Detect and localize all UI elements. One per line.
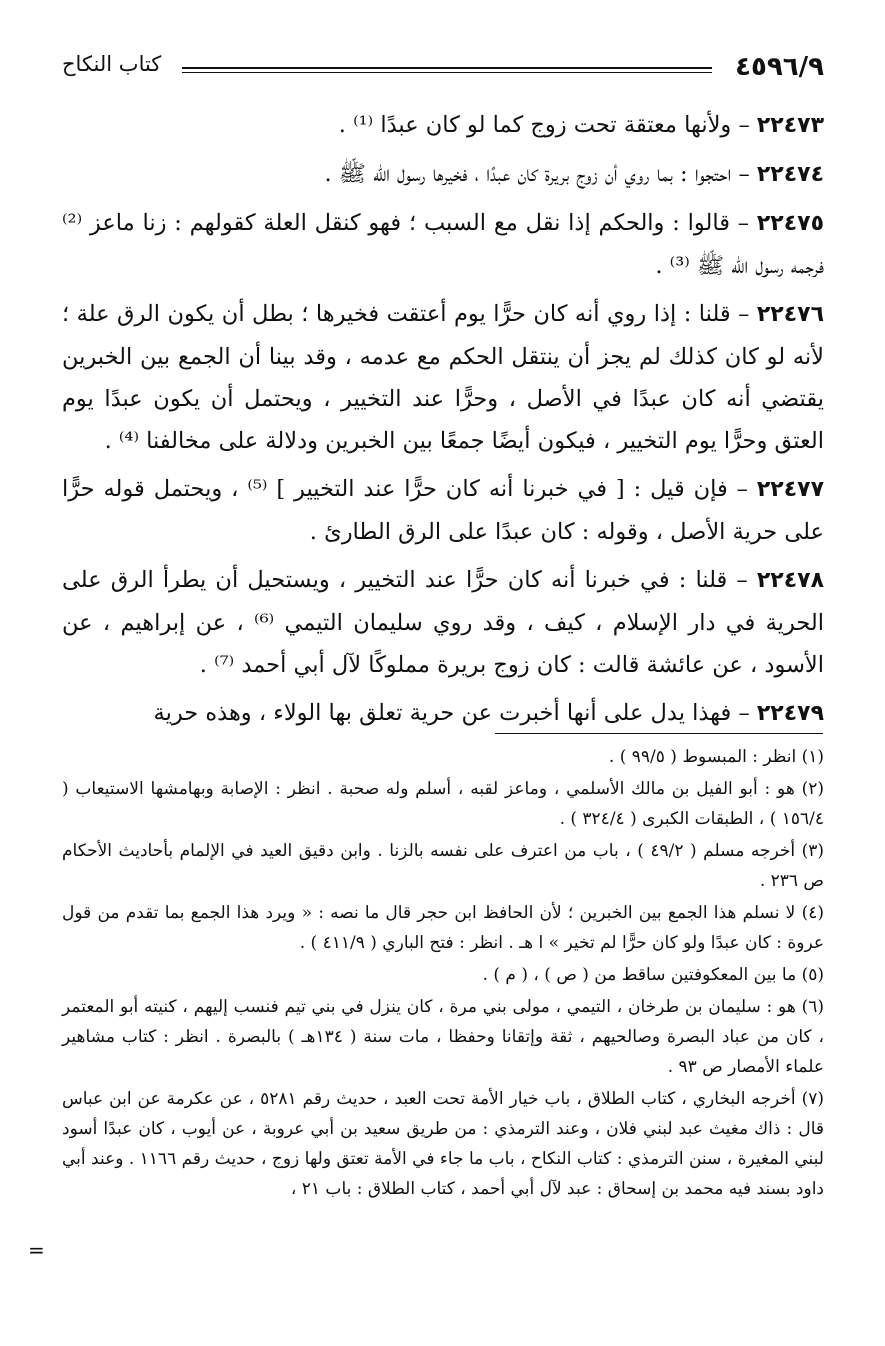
paragraph-text: – فهذا يدل على أنها أخبرت عن حرية تعلق بها الولاء ، وهذه حرية xyxy=(153,700,750,726)
footnote-divider xyxy=(495,733,823,734)
paragraph-number: ٢٢٤٧٦ xyxy=(756,302,825,327)
paragraph-22473 xyxy=(62,104,824,147)
footnote: (٧) أخرجه البخاري ، كتاب الطلاق ، باب خيار الأمة تحت العبد ، حديث رقم ٥٢٨١ ، عن عكرمة عن ابن عباس قال : ذاك مغيث عبد لبني فلان ، وعند الترمذي : من طريق سعيد بن أبي عروبة ، عن أيوب ، كان عبدًا أسود لبني المغيرة ، سنن الترمذي : كتاب النكاح ، باب ما جاء في الأمة تعتق ولها زوج ، حديث رقم ١١٦٦ . وعند أبي داود بسند فيه محمد بن إسحاق : عبد لآل أبي أحمد ، كتاب الطلاق : باب ٢١ ، xyxy=(62,1089,825,1199)
main-text xyxy=(62,104,824,741)
footnote: (٤) لا نسلم هذا الجمع بين الخبرين ؛ لأن الحافظ ابن حجر قال ما نصه : « ويرد هذا الجمع بما تقدم من قول عروة : كان عبدًا ولو كان حرًّا لم تخير » ا هـ . انظر : فتح الباري ( ٤١١/٩ ) . xyxy=(62,903,824,953)
header-rule xyxy=(182,67,712,69)
footnote: (٦) هو : سليمان بن طرخان ، التيمي ، مولى بني مرة ، كان ينزل في بني تيم فنسب إليهم ، كنيته أبو المعتمر ، كان من عباد البصرة وصالحيهم ، ثقة وإتقانا وحفظا ، مات سنة ( ١٣٤هـ ) بالبصرة . انظر : كتاب مشاهير علماء الأمصار ص ٩٣ . xyxy=(62,997,824,1077)
paragraph-22474 xyxy=(62,153,824,196)
paragraph-22476 xyxy=(62,293,824,462)
page-number: ٤٥٩٦/٩ xyxy=(735,52,824,82)
paragraph-number: ٢٢٤٧٨ xyxy=(756,568,824,593)
paragraph-text: – قلنا : في خبرنا أنه كان حرًّا عند التخيير ، ويستحيل أن يطرأ الرق على الحرية في دار الإسلام ، كيف ، وقد روي سليمان التيمي ⁽⁶⁾ ، عن إبراهيم ، عن الأسود ، عن عائشة قالت : كان زوج بريرة مملوكًا لآل أبي أحمد ⁽⁷⁾ . xyxy=(62,567,824,678)
footnote: (٢) هو : أبو الفيل بن مالك الأسلمي ، وماعز لقبه ، أسلم وله صحبة . انظر : الإصابة وبهامشها الاستيعاب ( ١٥٦/٤ ) ، الطبقات الكبرى ( ٣٢٤/٤ ) . xyxy=(62,779,824,829)
footnote: (١) انظر : المبسوط ( ٩٩/٥ ) . xyxy=(608,747,824,767)
paragraph-text: – فإن قيل : [ في خبرنا أنه كان حرًّا عند التخيير ] ⁽⁵⁾ ، ويحتمل قوله حرًّا على حرية الأصل ، وقوله : كان عبدًا على الرق الطارئ . xyxy=(62,476,824,545)
paragraph-22477 xyxy=(62,468,824,553)
paragraph-22475 xyxy=(62,202,824,287)
paragraph-text: – قالوا : والحكم إذا نقل مع السبب ؛ فهو كنقل العلة كقولهم : زنا ماعز ⁽²⁾ فرجمه رسول اللّٰه ﷺ ⁽³⁾ . xyxy=(62,210,824,279)
paragraph-number: ٢٢٤٧٣ xyxy=(756,113,824,138)
paragraph-text: – ولأنها معتقة تحت زوج كما لو كان عبدًا ⁽¹⁾ . xyxy=(338,112,750,138)
paragraph-number: ٢٢٤٧٥ xyxy=(756,211,824,236)
paragraph-number: ٢٢٤٧٧ xyxy=(756,477,825,502)
paragraph-number: ٢٢٤٧٤ xyxy=(756,162,824,187)
footnotes xyxy=(62,742,824,1206)
footnote: (٣) أخرجه مسلم ( ٤٩/٢ ) ، باب من اعترف على نفسه بالزنا . وابن دقيق العيد في الإلمام بأحاديث الأحكام ص ٢٣٦ . xyxy=(62,841,825,891)
header-rule-thin xyxy=(182,72,712,73)
paragraph-text: – قلنا : إذا روي أنه كان حرًّا يوم أعتقت فخيرها ؛ بطل أن يكون الرق علة ؛ لأنه لو كان كذلك لم يجز أن ينتقل الحكم مع عدمه ، وقد بينا أن الجمع بين الخبرين يقتضي أنه كان عبدًا في الأصل ، وحرًّا عند التخيير ، ويحتمل أن يكون عبدًا يوم العتق وحرًّا يوم التخيير ، فيكون أيضًا جمعًا بين الخبرين ودلالة على مخالفنا ⁽⁴⁾ . xyxy=(62,301,824,454)
paragraph-number: ٢٢٤٧٩ xyxy=(756,701,824,726)
paragraph-22478 xyxy=(62,559,824,686)
book-title: كتاب النكاح xyxy=(62,52,162,76)
footnote: (٥) ما بين المعكوفتين ساقط من ( ص ) ، ( م ) . xyxy=(482,965,824,985)
paragraph-text: – احتجوا : بما روي أن زوج بريرة كان عبدًا ، فخيرها رسول اللّٰه ﷺ . xyxy=(324,161,750,187)
paragraph-22479 xyxy=(62,692,824,735)
page-header xyxy=(62,48,824,88)
continuation-mark: = xyxy=(28,1238,45,1262)
